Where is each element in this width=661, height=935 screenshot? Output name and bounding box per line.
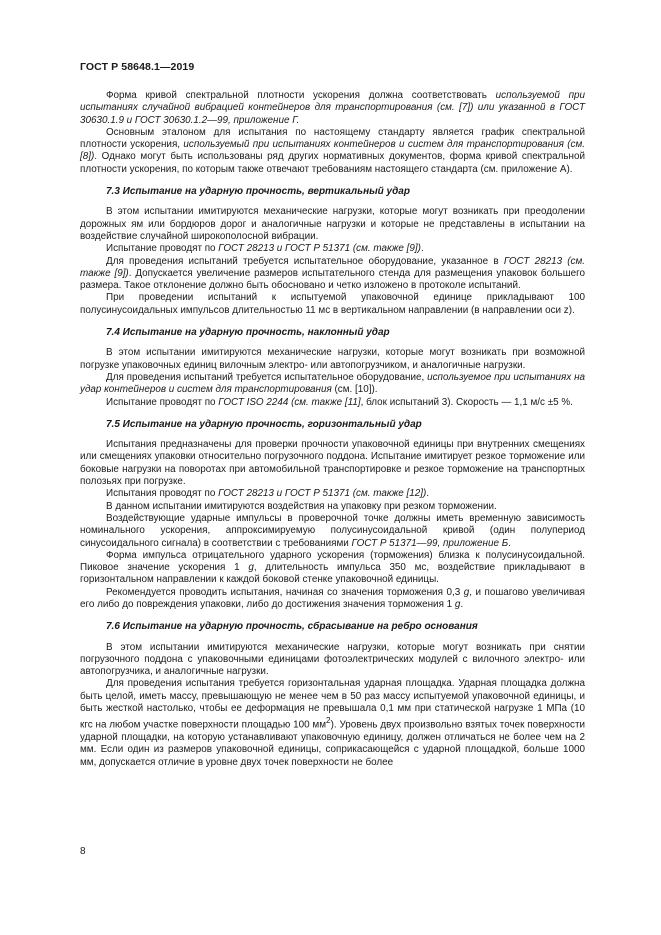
- italic-run: g: [463, 586, 470, 598]
- italic-run: ГОСТ ISO 2244 (см. также [11]: [218, 396, 361, 408]
- section-7-3-paragraph-4: При проведении испытаний к испытуемой упаковочной единице прикладывают 100 полусинусоидальных импульсов длительностью 11 мс в вертикальном направлении (в направлении оси z).: [80, 292, 585, 316]
- text-run: .: [420, 243, 424, 255]
- italic-run: ГОСТ 28213 и ГОСТ Р 51371 (см. также [12]): [218, 488, 427, 500]
- text-run: Форма импульса отрицательного ударного ускорения (торможения) близка к полусинусоидальной. Пиковое значение ускорения 1: [80, 549, 585, 574]
- intro-paragraph-1: [80, 90, 585, 127]
- text-run: . Допускается увеличение размеров испытательного стенда для размещения упаковок большего размера. Такое отклонение должно быть обосновано и четко изложено в протоколе испытаний.: [80, 267, 585, 292]
- section-7-5-heading: 7.5 Испытание на ударную прочность, горизонтальный удар: [106, 418, 422, 430]
- intro-paragraph-2: [80, 127, 585, 176]
- text-run: (см. [10]).: [331, 384, 378, 396]
- text-run: Испытание проводят по: [106, 243, 219, 255]
- section-7-5-paragraph-1: Испытания предназначены для проверки прочности упаковочной единицы при внутренних смещениях или смещениях упаковки относительно погрузочного поддона. Испытание имитирует резкое торможение или боковые нагрузки на поворотах при автомобильной транспортировке и резкое торможение на транспортных полозьях при погрузке.: [80, 439, 585, 488]
- text-run: Рекомендуется проводить испытания, начиная со значения торможения 0,3: [106, 586, 464, 598]
- text-run: .: [508, 537, 511, 549]
- section-7-6-paragraph-1: В этом испытании имитируются механические нагрузки, которые могут возникать при снятии погрузочного поддона с упаковочными единицами фотоэлектрических модулей с вилочного электро- или автопогрузчика, и аналогичные нагрузки.: [80, 641, 585, 678]
- section-7-3-paragraph-3: [80, 256, 585, 293]
- text-run: , и пошагово увеличивая его либо до повреждения упаковки, либо до достижения значения торможения 1: [80, 586, 585, 610]
- italic-run: используемое при испытаниях на удар контейнеров и систем для транспортирования: [80, 371, 585, 396]
- section-7-3-heading: 7.3 Испытание на ударную прочность, вертикальный удар: [106, 186, 410, 198]
- page-number: 8: [80, 846, 86, 857]
- text-run: Для проведения испытаний требуется испытательное оборудование, указанное в: [106, 255, 504, 267]
- text-run: Воздействующие ударные импульсы в проверочной точке должны иметь временную зависимость номинального ускорения, аппроксимируемую полусинусоидальной кривой (один полупериод синусоидального сигнала) в соответствии с требованиями: [80, 512, 585, 549]
- italic-run: ГОСТ 28213 (см. также [9]): [80, 255, 586, 279]
- section-7-6-paragraph-2: [80, 678, 585, 768]
- text-run: Для проведения испытаний требуется испытательное оборудование,: [106, 371, 428, 383]
- text-run: Форма кривой спектральной плотности ускорения должна соответствовать: [106, 90, 496, 101]
- section-7-5-paragraph-6: [80, 587, 585, 612]
- italic-run: ГОСТ Р 51371—99, приложение Б: [351, 537, 509, 549]
- section-7-3-paragraph-2: [80, 243, 585, 255]
- text-run: Основным эталоном для испытания по настоящему стандарту является график спектральной плотности ускорения,: [80, 126, 585, 151]
- text-run: Для проведения испытания требуется горизонтальная ударная площадка. Ударная площадка должна быть целой, иметь массу, превышающую не менее чем в 50 раз массу испытуемой упаковочной единицы, и быть жесткой настолько, чтобы ее деформация не превышала 0,1 мм при статической нагрузке 1 МПа (10 кгс на любом участке поверхности площадью 100 мм: [80, 678, 585, 731]
- section-7-5-paragraph-5: [80, 550, 585, 587]
- text-run: , длительность импульса 350 мс, воздействие прикладывают в горизонтальном направлении к каждой боковой стенке упаковочной единицы.: [80, 562, 585, 586]
- section-7-5-paragraph-4: [80, 513, 585, 550]
- text-run: .: [460, 598, 464, 610]
- italic-run: ГОСТ 28213 и ГОСТ Р 51371 (см. также [9]): [218, 243, 421, 255]
- text-run: .: [426, 488, 430, 500]
- text-run: . Однако могут быть использованы ряд других нормативных документов, форма кривой спектральной плотности ускорения, по которым также отвечают требованиям настоящего стандарта (см. приложение А).: [80, 151, 585, 175]
- section-7-4-paragraph-3: [80, 397, 585, 409]
- section-7-5-paragraph-3: В данном испытании имитируются воздействия на упаковку при резком торможении.: [106, 500, 497, 512]
- text-run: Испытания проводят по: [106, 488, 219, 500]
- section-7-5-paragraph-2: [80, 488, 585, 500]
- superscript: 2: [326, 716, 331, 726]
- text-run: ). Уровень двух произвольно взятых точек поверхности ударной площадки, на которую устанавливают упаковочную единицу, должен отличаться не более чем на 2 мм. Если один из размеров упаковочной единицы, соприкасающейся с ударной площадкой, больше 1000 мм, допускается отличие в уровне двух точек поверхности не более: [80, 719, 585, 768]
- document-body: [80, 90, 585, 769]
- section-7-6-heading: 7.6 Испытание на ударную прочность, сбрасывание на ребро основания: [106, 621, 478, 633]
- section-7-4-paragraph-1: В этом испытании имитируются механические нагрузки, которые могут возникать при возможной погрузке упаковочных единиц вилочным электро- или автопогрузчиком, и аналогичные нагрузки.: [80, 347, 585, 371]
- italic-run: используемый при испытаниях контейнеров и систем для транспортирования (см. [8]): [80, 139, 585, 163]
- section-7-3-paragraph-1: В этом испытании имитируются механические нагрузки, которые могут возникать при преодолении дорожных ям или бордюров дорог и аналогичные нагрузки и которые не представлены в испытании на воздействие случайной широкополосной вибрации.: [80, 206, 585, 242]
- document-header: ГОСТ Р 58648.1—2019: [80, 61, 195, 73]
- text-run: , блок испытаний 3). Скорость — 1,1 м/с ±5 %.: [360, 396, 573, 408]
- section-7-4-paragraph-2: [80, 372, 585, 397]
- section-7-4-heading: 7.4 Испытание на ударную прочность, наклонный удар: [106, 327, 390, 339]
- italic-run: g: [454, 598, 461, 610]
- text-run: Испытание проводят по: [106, 396, 219, 408]
- italic-run: используемой при испытаниях случайной вибрацией контейнеров для транспортирования (см. [7]) или указанной в ГОСТ 30630.1.9 и ГОСТ 30630.1.2—99, приложение Г.: [80, 90, 585, 126]
- italic-run: g: [248, 562, 254, 574]
